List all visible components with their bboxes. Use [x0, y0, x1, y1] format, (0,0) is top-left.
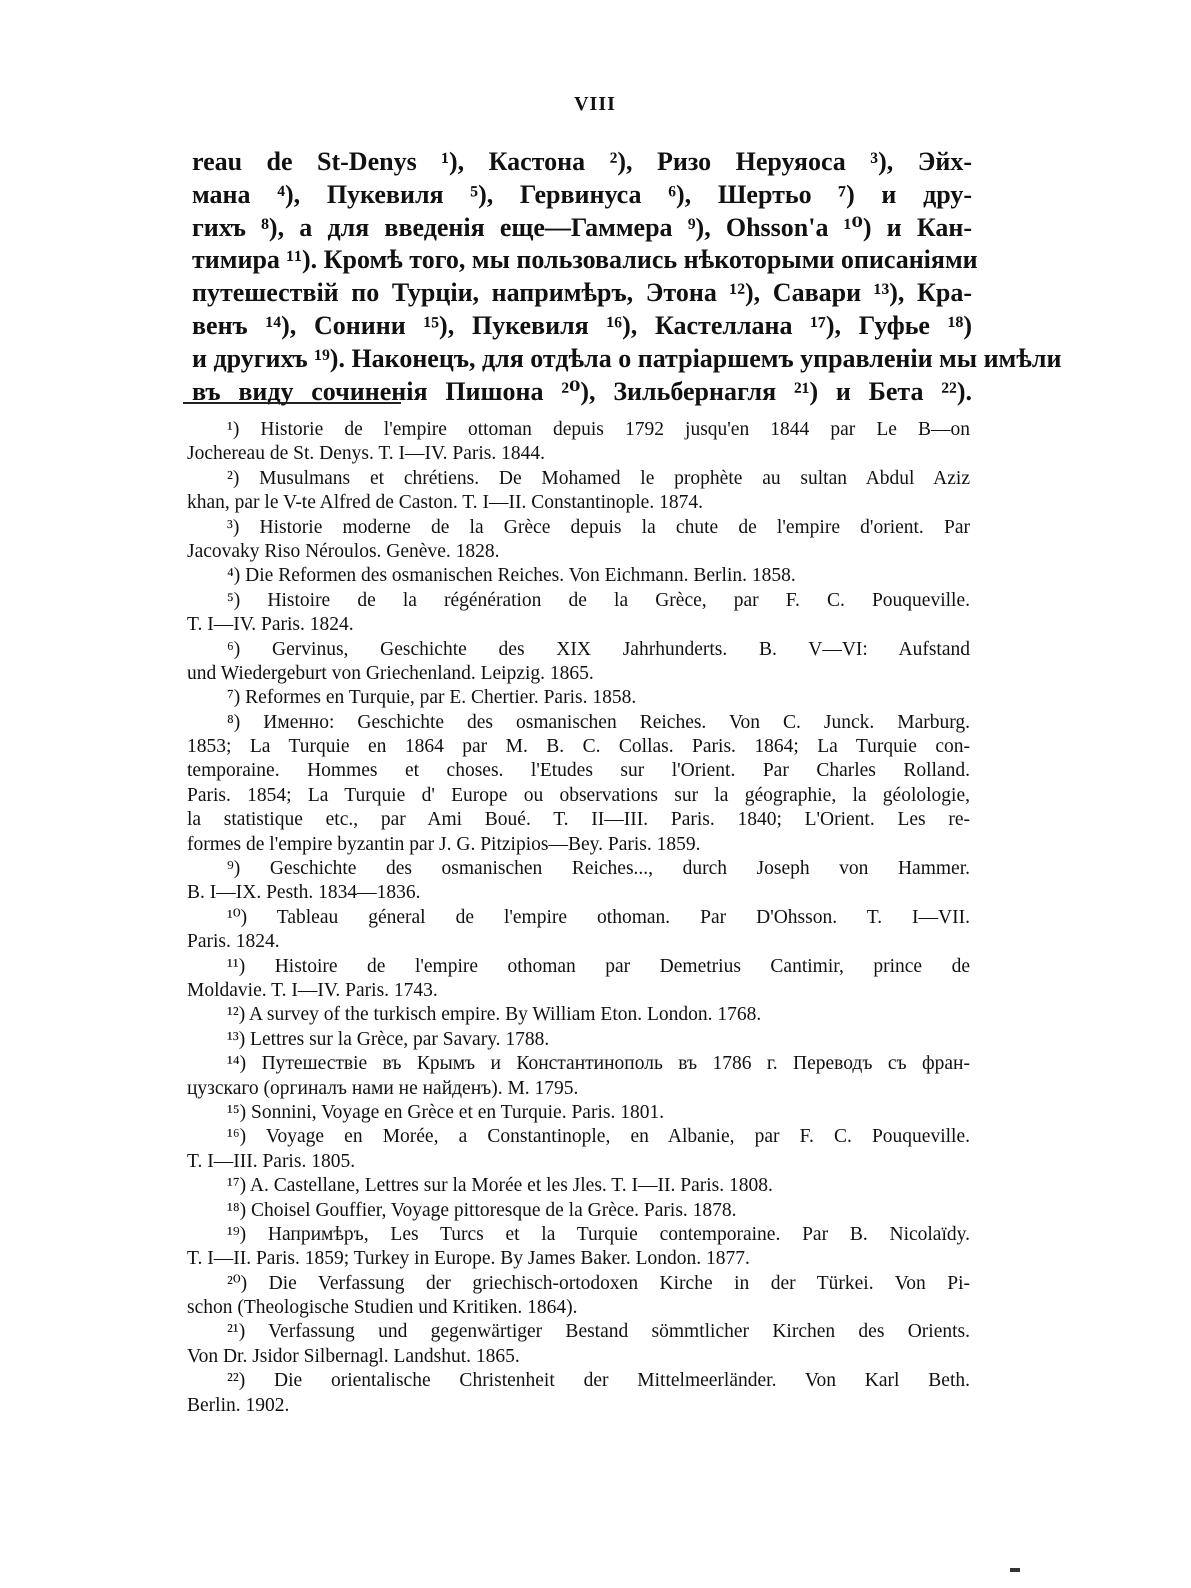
footnote-20	[187, 1272, 970, 1321]
footnote-1	[187, 418, 970, 467]
footnote-line: ¹³) Lettres sur la Grèce, par Savary. 1788.	[227, 1028, 550, 1050]
footnote-line: ¹²) A survey of the turkisch empire. By William Eton. London. 1768.	[227, 1004, 762, 1026]
footnote-line: ⁴) Die Reformen des osmanischen Reiches. Von Eichmann. Berlin. 1858.	[227, 565, 796, 587]
footnote-separator	[183, 402, 401, 404]
footnote-line: ³) Historie moderne de la Grèce depuis la chute de l'empire d'orient. Par	[227, 516, 970, 538]
footnote-line: ¹⁵) Sonnini, Voyage en Grèce et en Turquie. Paris. 1801.	[227, 1101, 665, 1123]
footnote-3	[187, 516, 970, 565]
footnote-line: ⁵) Histoire de la régénération de la Grèce, par F. C. Pouqueville.	[227, 589, 970, 611]
footnote-line: ¹⁸) Choisel Gouffier, Voyage pittoresque de la Grèce. Paris. 1878.	[227, 1199, 737, 1221]
footnote-line: ⁷) Reformes en Turquie, par E. Chertier. Paris. 1858.	[227, 687, 637, 709]
footnote-line: ¹⁹) Напримѣръ, Les Turcs et la Turquie contemporaine. Par B. Nicolaïdy.	[227, 1223, 970, 1245]
footnote-line: ²¹) Verfassung und gegenwärtiger Bestand sömmtlicher Kirchen des Orients.	[227, 1321, 970, 1343]
footnote-line: ²²) Die orientalische Christenheit der Mittelmeerländer. Von Karl Beth.	[227, 1370, 970, 1392]
footnote-line: T. I—III. Paris. 1805.	[187, 1150, 356, 1172]
main-text-line: гихъ ⁸), а для введенія еще—Гаммера ⁹), Ohsson'a ¹⁰) и Кан-	[192, 212, 972, 242]
footnote-line: ¹⁴) Путешествіе въ Крымъ и Константинополь въ 1786 г. Переводъ съ фран-	[227, 1053, 970, 1075]
footnote-line: ²⁰) Die Verfassung der griechisch-ortodoxen Kirche in der Türkei. Von Pi-	[227, 1272, 970, 1294]
footnote-21	[187, 1320, 970, 1369]
footnote-15	[187, 1101, 970, 1125]
footnote-6	[187, 638, 970, 687]
footnote-line: ¹⁰) Tableau géneral de l'empire othoman. Par D'Ohsson. T. I—VII.	[227, 906, 970, 928]
footnote-4	[187, 564, 970, 588]
main-text-line: и другихъ ¹⁹). Наконецъ, для отдѣла о патріаршемъ управленіи мы имѣли	[192, 343, 1062, 373]
main-text-line: въ виду сочиненія Пишона ²⁰), Зильбернагля ²¹) и Бета ²²).	[192, 376, 972, 406]
footnote-line: ²) Musulmans et chrétiens. De Mohamed le prophète au sultan Abdul Aziz	[227, 467, 970, 489]
footnote-line: ¹¹) Histoire de l'empire othoman par Demetrius Cantimir, prince de	[227, 955, 970, 977]
footnote-19	[187, 1223, 970, 1272]
main-text-line: венъ ¹⁴), Сонини ¹⁵), Пукевиля ¹⁶), Кастеллана ¹⁷), Гуфье ¹⁸)	[192, 310, 972, 340]
footnote-8	[187, 711, 970, 857]
main-text-line: тимира ¹¹). Кромѣ того, мы пользовались нѣкоторыми описаніями	[192, 245, 978, 275]
footnote-line: ¹) Historie de l'empire ottoman depuis 1792 jusqu'en 1844 par Le B—on	[227, 419, 970, 440]
footnote-line: ⁹) Geschichte des osmanischen Reiches..., durch Joseph von Hammer.	[227, 858, 970, 880]
footnote-line: Von Dr. Jsidor Silbernagl. Landshut. 1865.	[187, 1345, 520, 1367]
footnote-18	[187, 1199, 970, 1223]
footnote-line: formes de l'empire byzantin par J. G. Pitzipios—Bey. Paris. 1859.	[187, 833, 701, 855]
main-paragraph	[192, 146, 1062, 408]
footnote-12	[187, 1003, 970, 1027]
footnote-line: la statistique etc., par Ami Boué. T. II—III. Paris. 1840; L'Orient. Les re-	[187, 809, 970, 831]
footnote-22	[187, 1369, 970, 1418]
footnote-line: Moldavie. T. I—IV. Paris. 1743.	[187, 979, 438, 1001]
footnote-line: Jochereau de St. Denys. T. I—IV. Paris. 1844.	[187, 443, 545, 465]
scan-mark	[1010, 1568, 1020, 1572]
footnote-13	[187, 1028, 970, 1052]
footnote-7	[187, 686, 970, 710]
footnote-line: B. I—IX. Pesth. 1834—1836.	[187, 882, 421, 904]
footnote-line: ⁶) Gervinus, Geschichte des XIX Jahrhunderts. B. V—VI: Aufstand	[227, 638, 970, 660]
footnote-line: und Wiedergeburt von Griechenland. Leipzig. 1865.	[187, 662, 594, 684]
footnotes	[187, 418, 970, 1418]
main-text-line: reau de St-Denys ¹), Кастона ²), Ризо Неруяоса ³), Эйх-	[192, 147, 972, 176]
main-text-line: путешествій по Турціи, напримѣръ, Этона ¹²), Савари ¹³), Кра-	[192, 278, 972, 308]
footnote-line: ¹⁶) Voyage en Morée, a Constantinople, en Albanie, par F. C. Pouqueville.	[227, 1126, 970, 1148]
footnote-9	[187, 857, 970, 906]
footnote-line: 1853; La Turquie en 1864 par M. B. C. Collas. Paris. 1864; La Turquie con-	[187, 736, 970, 758]
footnote-line: Paris. 1824.	[187, 931, 280, 953]
main-text-line: мана ⁴), Пукевиля ⁵), Гервинуса ⁶), Шертьо ⁷) и дру-	[192, 179, 972, 209]
footnote-line: T. I—IV. Paris. 1824.	[187, 614, 354, 636]
footnote-2	[187, 467, 970, 516]
page-number: VIII	[574, 93, 616, 115]
footnote-16	[187, 1125, 970, 1174]
footnote-11	[187, 955, 970, 1004]
footnote-17	[187, 1174, 970, 1198]
footnote-line: Berlin. 1902.	[187, 1394, 290, 1416]
footnote-line: Jacovaky Riso Néroulos. Genève. 1828.	[187, 540, 500, 562]
footnote-10	[187, 906, 970, 955]
footnote-line: цузскаго (оргиналъ нами не найденъ). М. 1795.	[187, 1077, 579, 1099]
footnote-line: ¹⁷) A. Castellane, Lettres sur la Morée et les Jles. T. I—II. Paris. 1808.	[227, 1175, 773, 1197]
footnote-line: schon (Theologische Studien und Kritiken. 1864).	[187, 1297, 578, 1319]
footnote-line: khan, par le V-te Alfred de Caston. T. I—II. Constantinople. 1874.	[187, 492, 703, 514]
footnote-line: ⁸) Именно: Geschichte des osmanischen Reiches. Von C. Junck. Marburg.	[227, 711, 970, 733]
footnote-line: Paris. 1854; La Turquie d' Europe ou observations sur la géographie, la géolologie,	[187, 784, 970, 806]
footnote-line: T. I—II. Paris. 1859; Turkey in Europe. By James Baker. London. 1877.	[187, 1248, 750, 1270]
footnote-5	[187, 589, 970, 638]
footnote-line: temporaine. Hommes et choses. l'Etudes sur l'Orient. Par Charles Rolland.	[187, 760, 970, 782]
footnote-14	[187, 1052, 970, 1101]
